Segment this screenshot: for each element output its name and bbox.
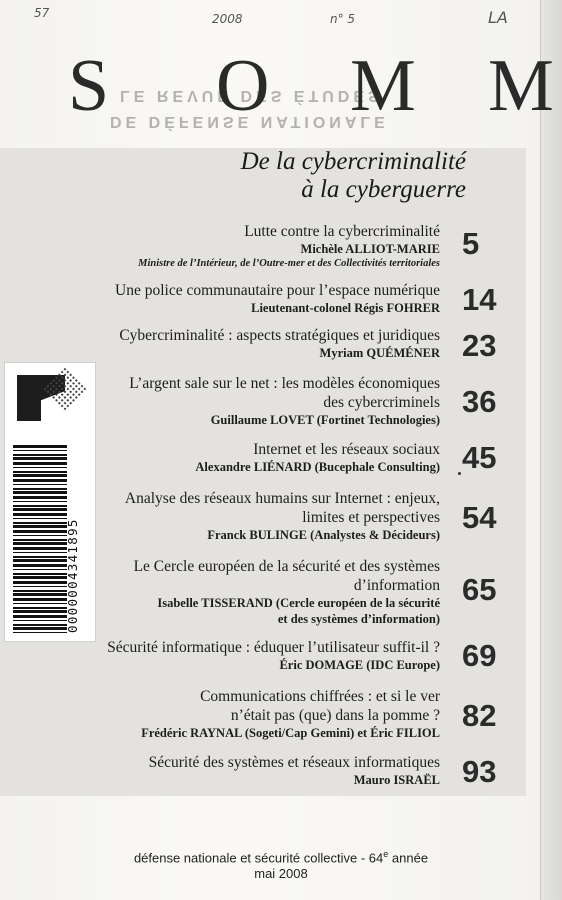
article-title: Une police communautaire pour l’espace numérique (115, 282, 440, 299)
article-author: Mauro ISRAËL (353, 773, 440, 787)
article-author: Lieutenant-colonel Régis FOHRER (251, 301, 440, 315)
page-number: 5 (462, 226, 480, 261)
barcode-bars (13, 445, 67, 633)
handwritten-note: 2008 (212, 12, 243, 26)
page-number: 36 (462, 384, 497, 419)
article-author: Guillaume LOVET (Fortinet Technologies) (210, 413, 440, 427)
page-number: 45 (462, 440, 497, 475)
article-title: Analyse des réseaux humains sur Internet : enjeux, (124, 490, 440, 507)
dotted-diamond-icon (42, 366, 87, 411)
article-author: Éric DOMAGE (IDC Europe) (279, 658, 440, 672)
toc-entry (60, 638, 440, 673)
toc-entry (60, 753, 440, 788)
article-author: et des systèmes d’information) (277, 612, 440, 626)
handwritten-note: LA (488, 8, 508, 27)
page-number: 69 (462, 638, 497, 673)
page-number: 14 (462, 282, 497, 317)
heading-letter: S (68, 45, 112, 127)
article-title: Cybercriminalité : aspects stratégiques et juridiques (119, 327, 440, 344)
article-author: Franck BULINGE (Analystes & Décideurs) (207, 528, 440, 542)
journal-edition: défense nationale et sécurité collective - 64e année (133, 849, 429, 866)
article-title: Communications chiffrées : et si le ver (200, 688, 440, 705)
barcode-number: 0000004341895 (65, 518, 80, 633)
article-title: Sécurité des systèmes et réseaux informatiques (148, 754, 440, 771)
article-author: Michèle ALLIOT-MARIE (300, 242, 440, 256)
heading-letter: M (350, 45, 418, 127)
article-title: Sécurité informatique : éduquer l’utilisateur suffit-il ? (107, 639, 440, 656)
barcode-sticker (4, 362, 96, 642)
heading-letter: O (216, 45, 272, 127)
article-title: d’information (353, 577, 440, 594)
issue-date: mai 2008 (254, 866, 308, 882)
page-number: 23 (462, 328, 497, 363)
toc-entry (60, 489, 440, 543)
article-title: L’argent sale sur le net : les modèles économiques (129, 375, 440, 392)
article-author: Isabelle TISSERAND (Cercle européen de la sécurité (157, 596, 440, 610)
article-title: limites et perspectives (302, 509, 440, 526)
article-author: Alexandre LIÉNARD (Bucephale Consulting) (195, 460, 440, 474)
show-through-text: LE REVUE DES ÉTUDES (120, 87, 383, 104)
handwritten-note: n° 5 (330, 12, 356, 26)
toc-entry (60, 222, 440, 271)
article-author: Myriam QUÉMÉNER (319, 346, 440, 360)
article-author: Frédéric RAYNAL (Sogeti/Cap Gemini) et Éric FILIOL (141, 726, 440, 740)
article-title: Lutte contre la cybercriminalité (244, 223, 440, 240)
toc-entry (60, 281, 440, 316)
article-title: Internet et les réseaux sociaux (253, 441, 440, 458)
next-page-edge (540, 0, 562, 900)
article-affiliation: Ministre de l’Intérieur, de l’Outre-mer et des Collectivités territoriales (138, 258, 440, 269)
page-number: 93 (462, 754, 497, 789)
toc-entry (60, 326, 440, 361)
page-number: 54 (462, 500, 497, 535)
heading-letter: M (488, 45, 556, 127)
show-through-text: DE DÉFENSE NATIONALE (110, 113, 389, 130)
toc-entry (60, 687, 440, 741)
page-number: 82 (462, 698, 497, 733)
article-title: des cybercriminels (323, 394, 440, 411)
page-number: 65 (462, 572, 497, 607)
article-title: Le Cercle européen de la sécurité et des systèmes (133, 558, 440, 575)
sommaire-heading (0, 44, 562, 134)
toc-entry (60, 440, 440, 475)
bullet-dot (458, 472, 461, 475)
toc-entry (60, 374, 440, 428)
toc-entry (60, 557, 440, 627)
publication-footer (0, 846, 562, 882)
theme-title: De la cybercriminalité à la cyberguerre (240, 148, 466, 203)
article-title: n’était pas (que) dans la pomme ? (230, 707, 440, 724)
handwritten-note: 57 (34, 6, 50, 20)
